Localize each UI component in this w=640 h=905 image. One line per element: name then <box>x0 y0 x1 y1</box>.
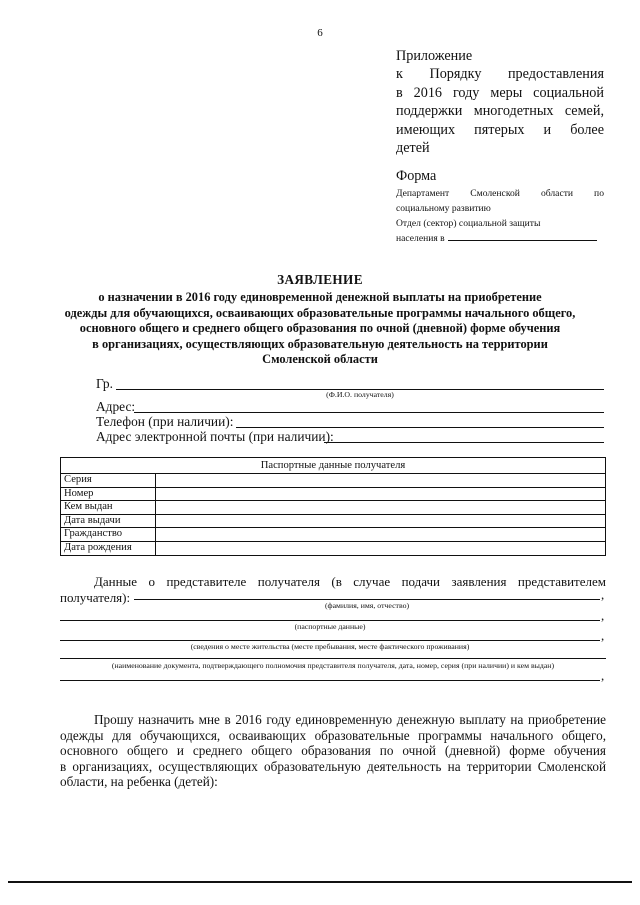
email-label: Адрес электронной почты (при наличии): <box>96 429 334 444</box>
representative-name-hint: (фамилия, имя, отчество) <box>324 601 410 610</box>
representative-document-hint: (наименование документа, подтверждающего полномочия представителя получателя, дата, номер, серия (при наличии) и кем выдан) <box>111 661 555 670</box>
phone-field[interactable] <box>236 427 604 428</box>
table-row <box>61 541 606 555</box>
department-line: Отдел (сектор) социальной защиты <box>396 217 541 229</box>
subtitle-line: Смоленской области <box>262 352 378 367</box>
department-block <box>396 187 604 247</box>
representative-text: получателя): <box>60 590 131 605</box>
department-line-with-field <box>396 231 604 247</box>
document-title: ЗАЯВЛЕНИЕ <box>277 272 363 287</box>
passport-row-label: Серия <box>61 474 156 488</box>
request-line: Прошу назначить мне в 2016 году единовременную денежную выплату на приобретение <box>94 712 606 727</box>
passport-table-header: Паспортные данные получателя <box>61 458 606 474</box>
department-line: населения в <box>396 233 445 245</box>
subtitle-line: о назначении в 2016 году единовременной денежной выплаты на приобретение <box>98 290 542 304</box>
representative-passport-field[interactable] <box>60 620 600 621</box>
comma-mark: , <box>601 608 605 623</box>
appendix-block <box>396 47 604 157</box>
appendix-line: детей <box>396 140 430 157</box>
table-row <box>61 501 606 515</box>
request-line: основного общего и среднего общего образования по очной (дневной) форме обучения <box>60 743 606 759</box>
department-locality-field[interactable] <box>448 231 597 241</box>
page-number: 6 <box>317 27 323 39</box>
document-subtitle <box>50 290 590 368</box>
address-field[interactable] <box>134 412 604 413</box>
representative-residence-hint: (сведения о месте жительства (месте пребывания, месте фактического проживания) <box>190 642 470 651</box>
request-line: области, на ребенка (детей): <box>60 774 218 790</box>
appendix-line: в 2016 году меры социальной <box>396 84 604 101</box>
applicant-name-hint: (Ф.И.О. получателя) <box>326 390 394 399</box>
appendix-line: имеющих пятерых и более <box>396 121 604 138</box>
page-bottom-rule <box>8 881 632 883</box>
table-row <box>61 528 606 542</box>
comma-mark: , <box>601 628 605 643</box>
passport-row-label: Кем выдан <box>61 501 156 515</box>
passport-series-cell[interactable] <box>156 474 606 488</box>
representative-text: Данные о представителе получателя (в случае подачи заявления представителем <box>94 574 606 589</box>
subtitle-line: основного общего и среднего общего образования по очной (дневной) форме обучения <box>79 321 561 336</box>
appendix-line: к Порядку предоставления <box>396 66 604 83</box>
passport-row-label: Номер <box>61 487 156 501</box>
representative-document-field[interactable] <box>60 658 606 659</box>
request-paragraph <box>60 712 606 790</box>
passport-number-cell[interactable] <box>156 487 606 501</box>
passport-row-label: Дата рождения <box>61 541 156 555</box>
passport-row-label: Гражданство <box>61 528 156 542</box>
representative-name-field[interactable] <box>134 599 600 600</box>
passport-citizenship-cell[interactable] <box>156 528 606 542</box>
department-line: Департамент Смоленской области по <box>396 188 604 199</box>
passport-table <box>60 457 606 556</box>
table-row <box>61 514 606 528</box>
passport-issuer-cell[interactable] <box>156 501 606 515</box>
form-label: Форма <box>396 168 437 184</box>
request-line: одежды для обучающихся, осваивающих образовательные программы начального общего, <box>60 727 606 743</box>
request-line: в организациях, осуществляющих образовательную деятельность на территории Смоленской <box>60 758 606 774</box>
representative-document-field-2[interactable] <box>60 680 600 681</box>
passport-birth-date-cell[interactable] <box>156 541 606 555</box>
table-row <box>61 474 606 488</box>
representative-residence-field[interactable] <box>60 640 600 641</box>
appendix-line: поддержки многодетных семей, <box>396 103 604 120</box>
representative-passport-hint: (паспортные данные) <box>294 622 366 631</box>
applicant-name-label: Гр. <box>96 376 113 391</box>
passport-issue-date-cell[interactable] <box>156 514 606 528</box>
subtitle-line: одежды для обучающихся, осваивающих образовательные программы начального общего, <box>64 305 576 320</box>
table-row <box>61 487 606 501</box>
passport-row-label: Дата выдачи <box>61 514 156 528</box>
appendix-line: Приложение <box>396 48 473 64</box>
comma-mark: , <box>601 668 605 683</box>
phone-label: Телефон (при наличии): <box>96 414 234 429</box>
email-field[interactable] <box>324 442 604 443</box>
subtitle-line: в организациях, осуществляющих образовательную деятельность на территории <box>92 336 548 351</box>
comma-mark: , <box>601 587 605 602</box>
address-label: Адрес: <box>96 399 136 414</box>
department-line: социальному развитию <box>396 202 491 214</box>
